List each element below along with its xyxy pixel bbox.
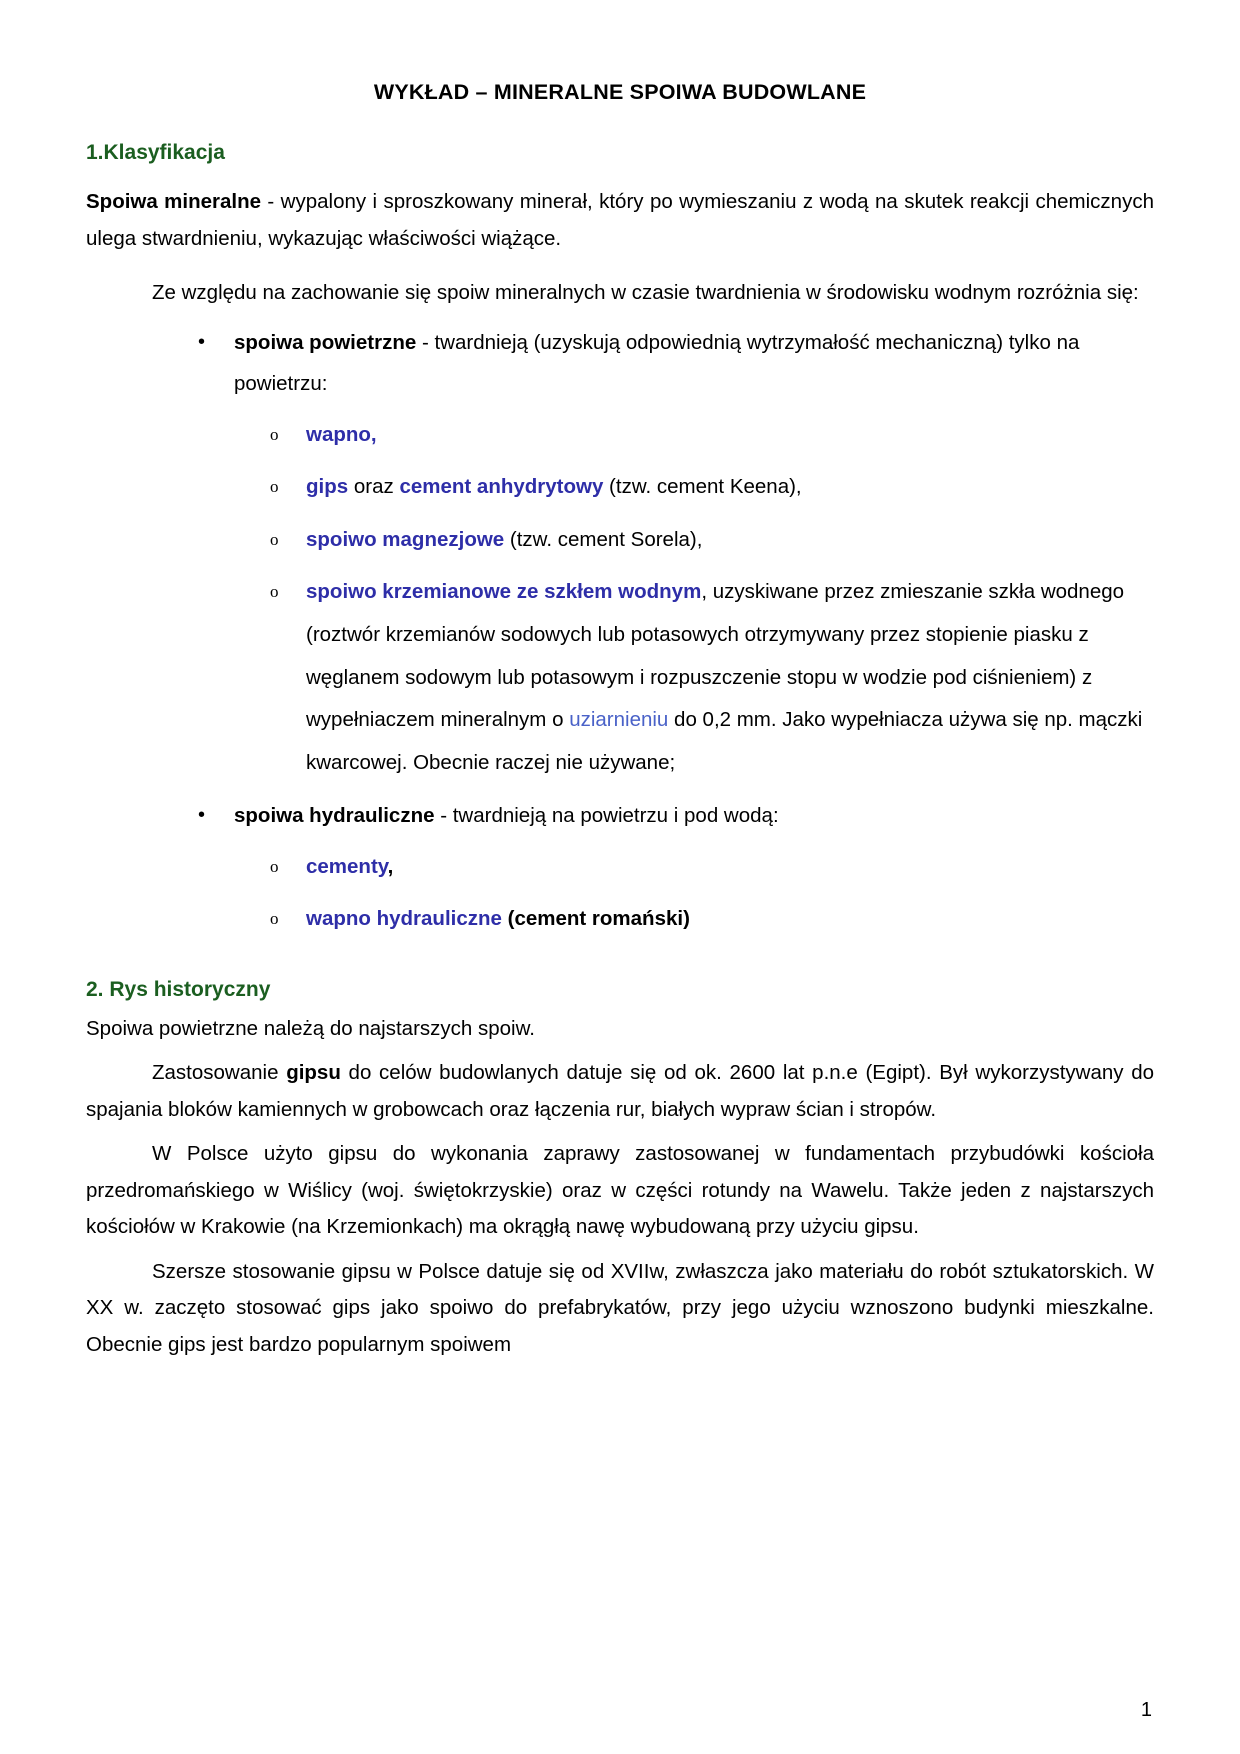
definition-term: Spoiwa mineralne xyxy=(86,190,262,214)
list-item-rest: - twardnieją (uzyskują odpowiednią wytrzymałość mechaniczną) tylko na powietrzu: xyxy=(234,330,1080,395)
inline-link-uziarnieniu[interactable]: uziarnieniu xyxy=(569,708,669,732)
section-heading-rys-historyczny: 2. Rys historyczny xyxy=(86,977,271,1001)
definition-rest: - wypalony i sproszkowany minerał, który po wymieszaniu z wodą na skutek reakcji chemicznych ulega stwardnieniu, wykazując właściwości wiążące. xyxy=(86,190,1154,250)
classification-list xyxy=(86,322,1154,941)
definition-paragraph xyxy=(86,184,1154,257)
bullet-icon: • xyxy=(198,803,206,826)
sub-item-term: spoiwo krzemianowe ze szkłem wodnym xyxy=(306,580,702,604)
sublist-spoiwa-hydrauliczne xyxy=(234,846,1154,941)
list-item xyxy=(234,898,1154,941)
paragraph-post: do celów budowlanych datuje się od ok. 2600 lat p.n.e (Egipt). Był wykorzystywany do spajania bloków kamiennych w grobowcach oraz łączenia rur, białych wypraw ścian i stropów. xyxy=(86,1061,1154,1121)
list-item xyxy=(86,322,1154,785)
sub-bullet-icon: o xyxy=(270,477,279,497)
sub-item-term: gips xyxy=(306,475,349,499)
sub-item-term-2: cement anhydrytowy xyxy=(399,475,604,499)
sub-item-term: spoiwo magnezjowe xyxy=(306,527,505,551)
list-item-rest: - twardnieją na powietrzu i pod wodą: xyxy=(434,803,779,827)
list-item xyxy=(234,414,1154,457)
page-title: WYKŁAD – MINERALNE SPOIWA BUDOWLANE xyxy=(373,80,867,104)
paragraph-szersze-stosowanie: Szersze stosowanie gipsu w Polsce datuje się od XVIIw, zwłaszcza jako materiału do robót sztukatorskich. W XX w. zaczęto stosować gips jako spoiwo do prefabrykatów, przy jego użyciu wznoszono budynki mieszkalne. Obecnie gips jest bardzo popularnym spoiwem xyxy=(86,1259,1154,1356)
sub-item-term: wapno, xyxy=(306,422,377,446)
sub-bullet-icon: o xyxy=(270,856,279,876)
sub-item-term: cementy xyxy=(306,854,388,878)
sub-item-rest: (cement romański) xyxy=(501,907,690,931)
paragraph-spoiwa-powietrzne-najstarsze: Spoiwa powietrzne należą do najstarszych spoiw. xyxy=(86,1017,535,1040)
sub-item-rest: , xyxy=(387,854,394,878)
sub-bullet-icon: o xyxy=(270,909,279,929)
list-item-term: spoiwa hydrauliczne xyxy=(234,803,435,827)
paragraph-zastosowanie-gipsu xyxy=(86,1055,1154,1128)
list-item xyxy=(86,795,1154,941)
list-item xyxy=(234,519,1154,562)
section-heading-klasyfikacja: 1.Klasyfikacja xyxy=(86,140,225,164)
sub-bullet-icon: o xyxy=(270,582,279,602)
list-item-term: spoiwa powietrzne xyxy=(234,330,417,354)
sub-item-rest: , uzyskiwane przez zmieszanie szkła wodnego (roztwór krzemianów sodowych lub potasowych otrzymywany przez stopienie piasku z węglanem sodowym lub potasowym i rozpuszczenie stopu w wodzie pod ciśnieniem) z wypełniaczem mineralnym o xyxy=(306,580,1125,732)
sub-item-rest-after: do 0,2 mm. Jako wypełniacza używa się np. mączki kwarcowej. Obecnie raczej nie używane; xyxy=(306,708,1143,774)
list-item xyxy=(234,846,1154,889)
paragraph-w-polsce: W Polsce użyto gipsu do wykonania zaprawy zastosowanej w fundamentach przybudówki kościoła przedromańskiego w Wiślicy (woj. świętokrzyskie) oraz w części rotundy na Wawelu. Także jeden z najstarszych kościołów w Krakowie (na Krzemionkach) ma okrągłą nawę wybudowaną przy użyciu gipsu. xyxy=(86,1142,1154,1239)
sub-item-conjunction: oraz xyxy=(348,475,400,499)
sub-item-rest: (tzw. cement Keena), xyxy=(603,475,802,499)
sublist-spoiwa-powietrzne xyxy=(234,414,1154,785)
list-item xyxy=(234,466,1154,509)
bullet-icon: • xyxy=(198,330,206,353)
sub-item-rest: (tzw. cement Sorela), xyxy=(504,527,703,551)
sub-bullet-icon: o xyxy=(270,529,279,549)
sub-item-term: wapno hydrauliczne xyxy=(306,907,502,931)
list-item xyxy=(234,571,1154,784)
sub-item-body xyxy=(306,571,1154,784)
paragraph-pre: Zastosowanie xyxy=(152,1061,287,1085)
paragraph-bold-gipsu: gipsu xyxy=(286,1061,341,1085)
intro-paragraph: Ze względu na zachowanie się spoiw mineralnych w czasie twardnienia w środowisku wodnym rozróżnia się: xyxy=(152,281,1139,305)
page-number: 1 xyxy=(1140,1699,1152,1721)
sub-bullet-icon: o xyxy=(270,424,279,444)
